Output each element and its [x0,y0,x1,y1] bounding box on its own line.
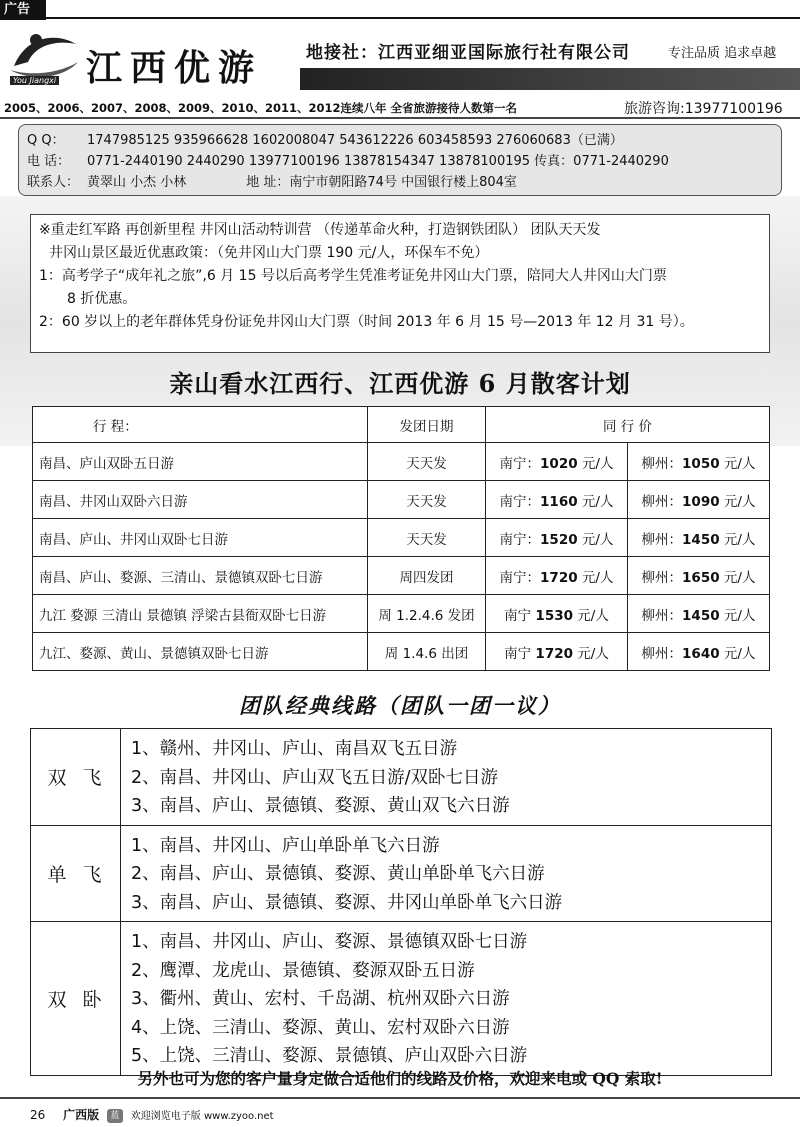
table-row [33,557,770,595]
team-group-row [31,729,772,826]
notice-headline: ※重走红军路 再创新里程 井冈山活动特训营 （传递革命火种，打造钢铁团队） 团队天天发 [39,222,601,238]
liuzhou-price: 1450 [682,607,720,624]
publication-badge-icon: 蓝 [107,1109,123,1123]
liuzhou-price-cell [628,443,770,481]
price-table-header [33,407,770,443]
header-bar [300,68,800,90]
list-item: 4、上饶、三清山、婺源、黄山、宏村双卧六日游 [131,1017,510,1038]
qq-label: Q Q： [27,133,65,148]
price-unit: 元/人 [723,645,756,662]
footer-note: 另外也可为您的客户量身定做合适他们的线路及价格，欢迎来电或 QQ 索取! [137,1069,663,1088]
page-number: 26 [30,1108,46,1122]
routes-cell [121,729,772,826]
address-value: 南宁市朝阳路74号 中国银行楼上804室 [289,175,517,190]
price-unit: 元/人 [581,493,614,510]
liuzhou-price-cell [628,557,770,595]
team-group-row [31,922,772,1076]
nanning-label: 南宁： [499,455,541,472]
list-item: 2、南昌、井冈山、庐山双飞五日游/双卧七日游 [131,767,499,788]
notice-item: 2：60 岁以上的老年群体凭身份证免井冈山大门票（时间 2013 年 6 月 15 号—2013 年 12 月 31 号）。 [39,314,694,330]
nanning-price: 1020 [540,455,578,472]
notice-policy: 井冈山景区最近优惠政策：（免井冈山大门票 190 元/人，环保车不免） [49,245,489,261]
hotline: 旅游咨询:13977100196 [624,101,783,117]
nanning-label: 南宁 [504,607,536,624]
liuzhou-price: 1050 [682,455,720,472]
liuzhou-price-cell [628,519,770,557]
liuzhou-price-cell [628,633,770,671]
date-cell: 周 1.2.4.6 发团 [368,595,486,633]
routes-cell [121,825,772,922]
nanning-price-cell [486,519,628,557]
route-cell: 南昌、井冈山双卧六日游 [33,481,368,519]
table-row [33,595,770,633]
contact-person [27,172,773,193]
divider [0,117,800,119]
agency-name: 地接社：江西亚细亚国际旅行社有限公司 [306,43,630,63]
nanning-label: 南宁： [499,493,541,510]
route-cell: 九江 婺源 三清山 景德镇 浮梁古县衙双卧七日游 [33,595,368,633]
nanning-label: 南宁： [499,569,541,586]
nanning-label: 南宁： [499,531,541,548]
nanning-price-cell [486,595,628,633]
ad-tag: 广告 [0,0,46,20]
date-cell: 周 1.4.6 出团 [368,633,486,671]
category-cell: 双飞 [31,729,121,826]
team-group-row [31,825,772,922]
liuzhou-label: 柳州： [641,569,683,586]
person-value: 黄翠山 小杰 小林 [87,175,187,190]
qq-value: 1747985125 935966628 1602008047 543612226 603458593 276060683（已满） [87,133,623,148]
route-cell: 南昌、庐山、井冈山双卧七日游 [33,519,368,557]
category-cell: 单飞 [31,825,121,922]
liuzhou-price-cell [628,595,770,633]
list-item: 1、南昌、井冈山、庐山、婺源、景德镇双卧七日游 [131,932,528,952]
logo-subtitle: You Jiangxi [10,76,59,85]
date-cell: 周四发团 [368,557,486,595]
liuzhou-label: 柳州： [641,531,683,548]
nanning-price: 1520 [540,531,578,548]
price-unit: 元/人 [723,607,756,624]
liuzhou-price: 1090 [682,493,720,510]
contact-phone [27,151,773,172]
nanning-price: 1720 [535,645,573,662]
person-label: 联系人： [27,175,80,190]
nanning-price-cell [486,557,628,595]
address-label: 地 址： [246,175,290,190]
table-row [33,633,770,671]
col-price: 同 行 价 [486,407,770,443]
logo [6,26,296,90]
price-unit: 元/人 [577,645,609,662]
page-footer [30,1106,274,1123]
phone-label: 电 话： [27,154,71,169]
price-unit: 元/人 [581,455,614,472]
list-item: 3、南昌、庐山、景德镇、婺源、黄山双飞六日游 [131,796,510,816]
notice-box [30,214,770,353]
liuzhou-label: 柳州： [641,607,683,624]
price-unit: 元/人 [723,493,756,510]
contact-qq [27,130,773,151]
date-cell: 天天发 [368,481,486,519]
liuzhou-price-cell [628,481,770,519]
nanning-price: 1530 [535,607,573,624]
category-cell: 双卧 [31,922,121,1076]
list-item: 3、南昌、庐山、景德镇、婺源、井冈山单卧单飞六日游 [131,892,563,913]
notice-item: 1：高考学子“成年礼之旅”,6 月 15 号以后高考学生凭准考证免井冈山大门票，陪同大人井冈山大门票 [39,268,667,284]
logo-name: 江西优游 [86,47,263,89]
liuzhou-label: 柳州： [641,645,683,662]
price-table [32,406,770,671]
col-route: 行 程： [33,407,368,443]
slogan: 专注品质 追求卓越 [668,46,777,61]
price-unit: 元/人 [581,569,614,586]
liuzhou-price: 1650 [682,569,720,586]
routes-cell [121,922,772,1076]
divider [0,1097,800,1099]
page-title: 亲山看水江西行、江西优游 6 月散客计划 [169,369,631,398]
contact-box [18,124,782,196]
nanning-price-cell [486,481,628,519]
route-cell: 南昌、庐山、婺源、三清山、景德镇双卧七日游 [33,557,368,595]
publication-name: 广西版 [63,1108,100,1122]
phone-value: 0771-2440190 2440290 13977100196 13878154347 13878100195 传真：0771-2440290 [87,154,669,169]
liuzhou-price: 1450 [682,531,720,548]
route-cell: 九江、婺源、黄山、景德镇双卧七日游 [33,633,368,671]
col-date: 发团日期 [368,407,486,443]
top-rule [0,17,800,19]
price-unit: 元/人 [723,455,756,472]
team-routes-table [30,728,772,1076]
table-row [33,481,770,519]
notice-item-continued: 8 折优惠。 [67,291,137,307]
list-item: 2、鹰潭、龙虎山、景德镇、婺源双卧五日游 [131,960,475,981]
liuzhou-label: 柳州： [641,493,683,510]
liuzhou-price: 1640 [682,645,720,662]
list-item: 2、南昌、庐山、景德镇、婺源、黄山单卧单飞六日游 [131,864,545,884]
team-routes-title: 团队经典线路（团队一团一议） [239,693,561,718]
price-unit: 元/人 [577,607,609,624]
nanning-price: 1160 [540,493,578,510]
nanning-label: 南宁 [504,645,536,662]
list-item: 3、衢州、黄山、宏村、千岛湖、杭州双卧六日游 [131,989,510,1009]
nanning-price: 1720 [540,569,578,586]
price-unit: 元/人 [723,531,756,548]
price-unit: 元/人 [723,569,756,586]
table-row [33,519,770,557]
list-item: 5、上饶、三清山、婺源、景德镇、庐山双卧六日游 [131,1046,528,1066]
list-item: 1、赣州、井冈山、庐山、南昌双飞五日游 [131,739,458,759]
route-cell: 南昌、庐山双卧五日游 [33,443,368,481]
liuzhou-label: 柳州： [641,455,683,472]
date-cell: 天天发 [368,519,486,557]
website-text[interactable]: 欢迎浏览电子版 www.zyoo.net [130,1111,274,1122]
nanning-price-cell [486,633,628,671]
logo-swirl-icon [6,26,82,82]
table-row [33,443,770,481]
list-item: 1、南昌、井冈山、庐山单卧单飞六日游 [131,835,440,856]
price-unit: 元/人 [581,531,614,548]
honors-text: 2005、2006、2007、2008、2009、2010、2011、2012连续八年 全省旅游接待人数第一名 [4,101,518,115]
nanning-price-cell [486,443,628,481]
date-cell: 天天发 [368,443,486,481]
